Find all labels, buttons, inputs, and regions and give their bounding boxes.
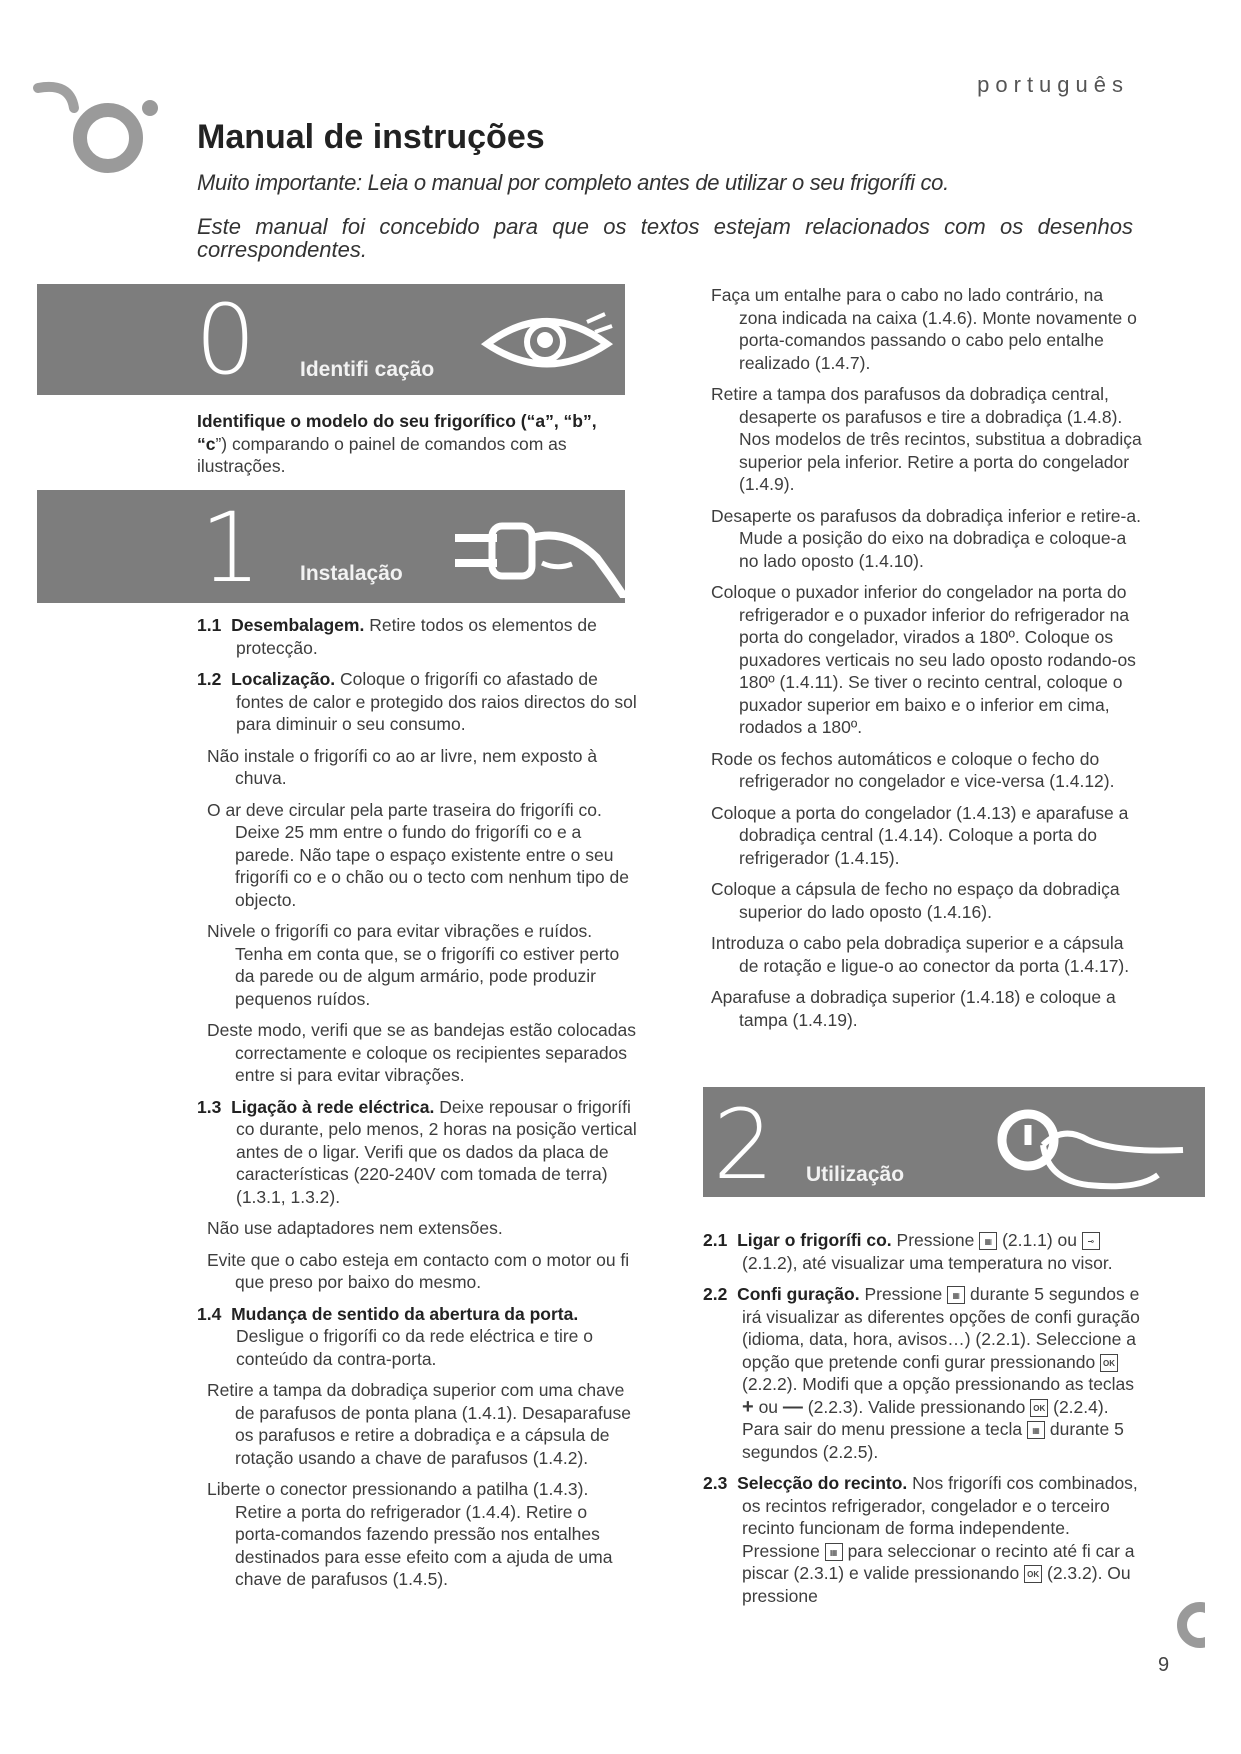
paragraph: Liberte o conector pressionando a patilha (1.4.3). Retire a porta do refrigerador (1.4.4). Retire o porta-comandos fazendo pressão nos entalhes destinados para esse efeito com a ajuda de uma chave de parafusos (1.4.5). bbox=[207, 1479, 613, 1589]
subsection-1-2: 1.2 Localização. Coloque o frigorífi co afastado de fontes de calor e protegido dos raios directos do sol para diminuir o seu consumo. bbox=[197, 669, 637, 734]
paragraph: Retire a tampa da dobradiça superior com uma chave de parafusos de ponta plana (1.4.1). Desaparafuse os parafusos e retire a dobradiça e a cápsula de rotação usando a chave de parafusos (1.4.2). bbox=[207, 1380, 631, 1468]
paragraph: Rode os fechos automáticos e coloque o fecho do refrigerador no congelador e vice-versa (1.4.12). bbox=[711, 748, 1115, 791]
paragraph: Introduza o cabo pela dobradiça superior e a cápsula de rotação e ligue-o ao conector da porta (1.4.17). bbox=[711, 933, 1130, 976]
minus-key-icon: — bbox=[782, 1395, 803, 1418]
installation-text bbox=[197, 614, 637, 1600]
identify-paragraph: Identifique o modelo do seu frigorífico (“a”, “b”, “c”) comparando o painel de comandos com as ilustrações. bbox=[197, 411, 597, 476]
paragraph: Não instale o frigorífi co ao ar livre, nem exposto à chuva. bbox=[207, 745, 598, 788]
paragraph: Retire a tampa dos parafusos da dobradiça central, desaperte os parafusos e tire a dobradiça (1.4.8). Nos modelos de três recintos, substitua a dobradiça superior pela inferior. Retire a porta do congelador (1.4.9). bbox=[711, 384, 1142, 494]
paragraph: O ar deve circular pela parte traseira do frigorífi co. Deixe 25 mm entre o fundo do frigorífi co e a parede. Não tape o espaço existente entre o seu frigorífi co e o chão ou o tecto com nenhum tipo de objecto. bbox=[207, 799, 629, 910]
usage-text bbox=[703, 1229, 1143, 1616]
paragraph: Deste modo, verifi que se as bandejas estão colocadas correctamente e coloque os recipientes separados entre si para evitar vibrações. bbox=[207, 1020, 637, 1085]
subsection-2-3: 2.3 Selecção do recinto. Nos frigorífi cos combinados, os recintos refrigerador, congelador e o terceiro recinto funcionam de forma independente. Pressione ▦ para seleccionar o recinto até fi car a piscar (2.3.1) e valide pressionando OK (2.3.2). Ou pressione bbox=[703, 1473, 1138, 1606]
section-title: Instalação bbox=[300, 562, 403, 585]
subtitle: Muito importante: Leia o manual por completo antes de utilizar o seu frigorífi co. bbox=[197, 170, 949, 195]
intro-text: Este manual foi concebido para que os textos estejam relacionados com os desenhos correspondentes. bbox=[197, 214, 1133, 262]
paragraph: Coloque a porta do congelador (1.4.13) e aparafuse a dobradiça central (1.4.14). Coloque a porta do refrigerador (1.4.15). bbox=[711, 802, 1129, 868]
paragraph: Evite que o cabo esteja em contacto com o motor ou fi que preso por baixo do mesmo. bbox=[207, 1249, 630, 1292]
paragraph: Nivele o frigorífi co para evitar vibrações e ruídos. Tenha em conta que, se o frigorífi co estiver perto da parede ou de algum armário, pode produzir pequenos ruídos. bbox=[207, 921, 620, 1009]
door-reversal-text bbox=[711, 284, 1143, 1040]
ok-key-icon: OK bbox=[1024, 1565, 1042, 1583]
paragraph: Coloque a cápsula de fecho no espaço da dobradiça superior do lado oposto (1.4.16). bbox=[711, 879, 1120, 922]
subsection-2-2: 2.2 Confi guração. Pressione ▦ durante 5 segundos e irá visualizar as diferentes opções de confi guração (idioma, data, hora, avisos…) (2.2.1). Seleccione a opção que pretende confi gurar pressionando OK (2.2.2). Modifi que a opção pressionando as teclas + ou — (2.2.3). Valide pressionando OK (2.2.4). Para sair do menu pressione a tecla ▦ durante 5 segundos (2.2.5). bbox=[703, 1284, 1140, 1462]
paragraph: Desaperte os parafusos da dobradiça inferior e retire-a. Mude a posição do eixo na dobradiça e coloque-a no lado oposto (1.4.10). bbox=[711, 505, 1141, 571]
menu-key-icon: ▦ bbox=[947, 1286, 965, 1304]
menu-key-icon: ▦ bbox=[979, 1232, 997, 1250]
paragraph: Aparafuse a dobradiça superior (1.4.18) e coloque a tampa (1.4.19). bbox=[711, 987, 1116, 1030]
section-title: Identifi cação bbox=[300, 358, 435, 381]
menu-key-icon: ▦ bbox=[1027, 1421, 1045, 1439]
section-title: Utilização bbox=[806, 1163, 905, 1186]
menu-key-icon: ▦ bbox=[825, 1543, 843, 1561]
section-2-banner bbox=[703, 1087, 1205, 1201]
language-label: português bbox=[977, 72, 1129, 97]
subsection-1-4: 1.4 Mudança de sentido da abertura da porta. Desligue o frigorífi co da rede eléctrica e tire o conteúdo da contra-porta. bbox=[197, 1303, 593, 1369]
ok-key-icon: OK bbox=[1030, 1399, 1048, 1417]
eye-icon bbox=[477, 304, 617, 379]
section-number: 2 bbox=[713, 1089, 775, 1201]
paragraph: Faça um entalhe para o cabo no lado contrário, na zona indicada na caixa (1.4.6). Monte novamente o porta-comandos passando o cabo pelo entalhe realizado (1.4.7). bbox=[711, 285, 1137, 373]
section-number: 1 bbox=[200, 492, 262, 604]
section-0-banner bbox=[37, 284, 625, 395]
page-title: Manual de instruções bbox=[197, 118, 545, 156]
section-1-banner bbox=[37, 490, 625, 603]
plus-key-icon: + bbox=[742, 1395, 754, 1418]
page-number: 9 bbox=[1158, 1654, 1170, 1676]
plug-icon bbox=[447, 508, 627, 598]
paragraph: Coloque o puxador inferior do congelador na porta do refrigerador e o puxador inferior do refrigerador na porta do congelador, virados a 180º. Coloque os puxadores verticais no seu lado oposto rodando-os 180º (1.4.11). Se tiver o recinto central, coloque o puxador superior em baixo e o inferior em cima, rodados a 180º. bbox=[711, 582, 1136, 737]
paragraph: Não use adaptadores nem extensões. bbox=[207, 1218, 503, 1238]
subsection-1-3: 1.3 Ligação à rede eléctrica. Deixe repousar o frigorífi co durante, pelo menos, 2 horas na posição vertical antes de o ligar. Verifi que os dados da placa de características (220-240V com tomada de terra) (1.3.1, 1.3.2). bbox=[197, 1096, 637, 1207]
temperature-key-icon: ⊸ bbox=[1082, 1232, 1100, 1250]
subsection-1-1: 1.1 Desembalagem. Retire todos os elementos de protecção. bbox=[197, 615, 597, 658]
subsection-2-1: 2.1 Ligar o frigorífi co. Pressione ▦ (2.1.1) ou ⊸ (2.1.2), até visualizar uma temperatura no visor. bbox=[703, 1230, 1113, 1273]
brand-logo bbox=[30, 78, 165, 173]
finger-press-icon bbox=[988, 1105, 1188, 1195]
section-number: 0 bbox=[195, 284, 257, 396]
ok-key-icon: OK bbox=[1100, 1354, 1118, 1372]
corner-logo-mark bbox=[1170, 1600, 1205, 1650]
